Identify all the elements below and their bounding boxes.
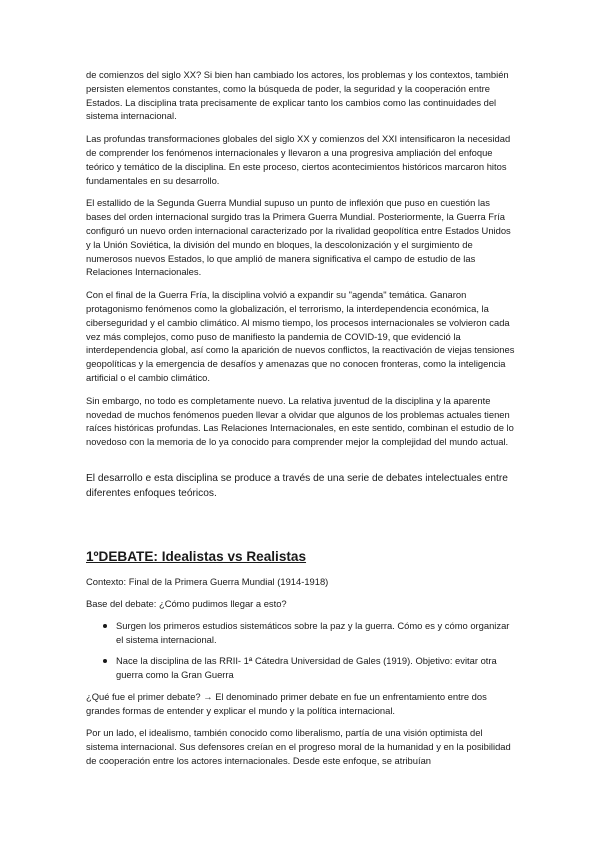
paragraph-idealism: Por un lado, el idealismo, también conocido como liberalismo, partía de una visión optimista del sistema internacional. Sus defensores creían en el progreso moral de la humanidad y en la posibilidad de cooperación entre los actores internacionales. Desde este enfoque, se atribuían [86,727,511,767]
paragraph-second-world-war: El estallido de la Segunda Guerra Mundial supuso un punto de inflexión que puso en cuestión las bases del orden internacional surgido tras la Primera Guerra Mundial. Posteriormente, la Guerra Fría configuró un nuevo orden internacional caracterizado por la rivalidad geopolítica entre Estados Unidos y la Unión Soviética, la división del mundo en bloques, la descolonización y el surgimiento de numerosos nuevos Estados, lo que amplió de manera significativa el campo de estudio de las Relaciones Internacionales. [86,197,511,278]
paragraph-cold-war-end: Con el final de la Guerra Fría, la disciplina volvió a expandir su "agenda" temática. Ganaron protagonismo fenómenos como la globalización, el terrorismo, la interdependencia económica, la ciberseguridad y el cambio climático. Al mismo tiempo, los procesos internacionales se volvieron cada vez más complejos, como puso de manifiesto la pandemia de COVID-19, que evidenció la interdependencia global, así como la aparición de nuevos conflictos, la reactivación de viejas tensiones geopolíticas y la emergencia de desafíos y amenazas que no conocen fronteras, como la inteligencia artificial o el cambio climático. [86,289,515,383]
list-item [86,619,516,647]
section-heading-first-debate: 1ºDEBATE: Idealistas vs Realistas [86,549,307,565]
paragraph-debates-intro: El desarrollo e esta disciplina se produce a través de una serie de debates intelectuales entre diferentes enfoques teóricos. [86,472,508,499]
bullet-icon [103,624,107,628]
list-item [86,654,516,682]
context-line: Contexto: Final de la Primera Guerra Mundial (1914-1918) [86,576,329,588]
bullet-icon [103,659,107,663]
paragraph-global-transformations: Las profundas transformaciones globales del siglo XX y comienzos del XXI intensificaron la necesidad de comprender los fenómenos internacionales y llevaron a una progresiva ampliación del enfoque teórico y temático de la disciplina. En este proceso, ciertos acontecimientos históricos marcaron hitos fundamentales en su desarrollo. [86,133,511,186]
list-item-text: Surgen los primeros estudios sistemáticos sobre la paz y la guerra. Cómo es y cómo organizar el sistema internacional. [116,619,510,645]
paragraph-continuation: de comienzos del siglo XX? Si bien han cambiado los actores, los problemas y los contextos, también persisten elementos constantes, como la búsqueda de poder, la seguridad y la cooperación entre Estados. La disciplina trata precisamente de explicar tanto los cambios como las continuidades del sistema internacional. [86,69,509,122]
base-line: Base del debate: ¿Cómo pudimos llegar a esto? [86,597,287,609]
bullet-list [86,619,516,682]
list-item-text: Nace la disciplina de las RRII- 1ª Cátedra Universidad de Gales (1919). Objetivo: evitar otra guerra como la Gran Guerra [116,655,497,681]
paragraph-first-debate-question: ¿Qué fue el primer debate? → El denominado primer debate en fue un enfrentamiento entre dos grandes formas de entender y explicar el mundo y la política internacional. [86,690,487,716]
paragraph-not-all-new: Sin embargo, no todo es completamente nuevo. La relativa juventud de la disciplina y la aparente novedad de muchos fenómenos pueden llevar a olvidar que algunos de los problemas actuales tienen raíces históricas profundas. Las Relaciones Internacionales, en este sentido, combinan el estudio de lo novedoso con la memoria de lo ya conocido para comprender mejor la complejidad del mundo actual. [86,394,514,448]
